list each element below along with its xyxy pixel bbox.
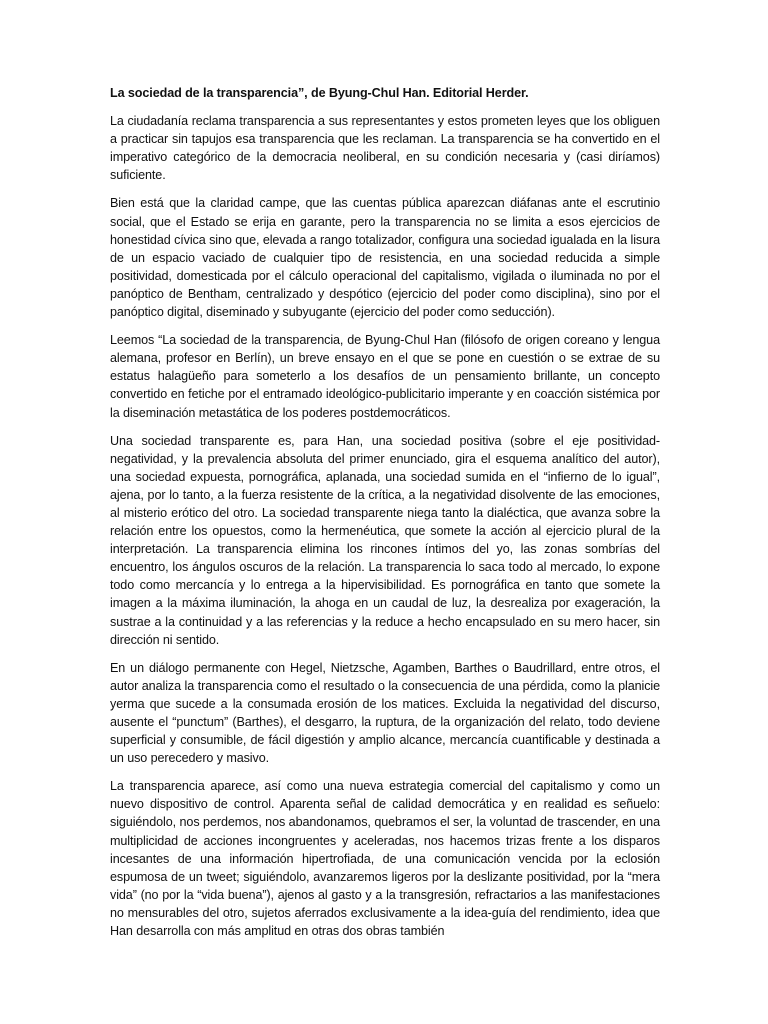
paragraph-5: En un diálogo permanente con Hegel, Nietzsche, Agamben, Barthes o Baudrillard, entre otros, el autor analiza la transparencia como el resultado o la consecuencia de una pérdida, como la planicie yerma que sucede a la consumada erosión de los matices. Excluida la negatividad del discurso, ausente el “punctum” (Barthes), el desgarro, la ruptura, de la organización del relato, todo deviene superficial y consumible, de fácil digestión y amplio alcance, mercancía cuantificable y destinada a un uso perecedero y masivo. (110, 660, 660, 766)
paragraph-2: Bien está que la claridad campe, que las cuentas pública aparezcan diáfanas ante el escrutinio social, que el Estado se erija en garante, pero la transparencia no se limita a esos ejercicios de honestidad cívica sino que, elevada a rango totalizador, configura una sociedad igualada en la lisura de un espacio vaciado de cualquier tipo de resistencia, en una sociedad reducida a simple positividad, domesticada por el cálculo operacional del capitalismo, vigilada o iluminada no por el panóptico de Bentham, centralizado y despótico (ejercicio del poder como disciplina), sino por el panóptico digital, diseminado y subyugante (ejercicio del poder como seducción). (110, 196, 660, 320)
paragraph-3: Leemos “La sociedad de la transparencia, de Byung-Chul Han (filósofo de origen coreano y lengua alemana, profesor en Berlín), un breve ensayo en el que se pone en cuestión o se extrae de su estatus halagüeño para someterlo a los desafíos de un pensamiento brillante, un concepto convertido en fetiche por el entramado ideológico-publicitario imperante y en coacción sistémica por la diseminación metastática de los poderes postdemocráticos. (110, 333, 660, 420)
paragraph-4: Una sociedad transparente es, para Han, una sociedad positiva (sobre el eje positividad-negatividad, y la prevalencia absoluta del primer enunciado, gira el esquema analítico del autor), una sociedad expuesta, pornográfica, aplanada, una sociedad sumida en el “infierno de lo igual”, ajena, por lo tanto, a la fuerza resistente de la crítica, a la negatividad disolvente de las emociones, al misterio erótico del otro. La sociedad transparente niega tanto la dialéctica, que avanza sobre la relación entre los opuestos, como la hermenéutica, que somete la acción al ejercicio plural de la interpretación. La transparencia elimina los rincones íntimos del yo, las zonas sombrías del encuentro, los ángulos oscuros de la relación. La transparencia lo saca todo al mercado, lo expone todo como mercancía y lo entrega a la hipervisibilidad. Es pornográfica en tanto que somete la imagen a la máxima iluminación, la ahoga en un caudal de luz, la desrealiza por exageración, la sustrae a la continuidad y a las referencias y la reduce a hecho encapsulado en su mero hacer, sin dirección ni sentido. (110, 433, 660, 647)
paragraph-1: La ciudadanía reclama transparencia a sus representantes y estos prometen leyes que los obliguen a practicar sin tapujos esa transparencia que les reclaman. La transparencia se ha convertido en el imperativo categórico de la democracia neoliberal, en su condición necesaria y (casi diríamos) suficiente. (110, 114, 660, 183)
paragraph-6: La transparencia aparece, así como una nueva estrategia comercial del capitalismo y como un nuevo dispositivo de control. Aparenta señal de calidad democrática y en realidad es señuelo: siguiéndolo, nos perdemos, nos abandonamos, quebramos el ser, la voluntad de trascender, en una multiplicidad de acciones incongruentes y aceleradas, nos hacemos trizas frente a los disparos incesantes de una información hipertrofiada, de una comunicación vencida por la eclosión espumosa de un tweet; siguiéndolo, avanzaremos ligeros por la deslizante positividad, por la “mera vida” (no por la “vida buena”), ajenos al gasto y a la transgresión, refractarios a las manifestaciones no mensurables del otro, sujetos aferrados exclusivamente a la idea-guía del rendimiento, idea que Han desarrolla con más amplitud en otras dos obras también (110, 779, 660, 939)
document-title: La sociedad de la transparencia”, de Byung-Chul Han. Editorial Herder. (110, 86, 529, 100)
document-body (110, 84, 660, 950)
